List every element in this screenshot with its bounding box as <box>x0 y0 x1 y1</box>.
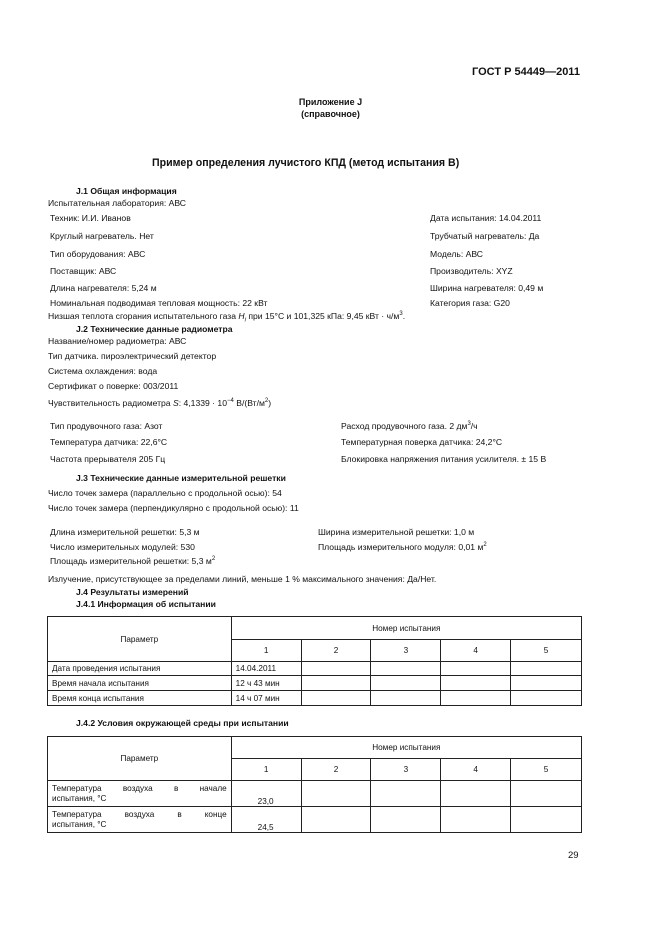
table-row <box>48 781 582 807</box>
j2-line-3: Сертификат о поверке: 003/2011 <box>48 381 179 391</box>
test-number: 5 <box>511 640 582 662</box>
test-number: 5 <box>511 759 582 781</box>
j2-line-2: Система охлаждения: вода <box>48 366 158 376</box>
section-j1-heading: J.1 Общая информация <box>76 186 177 196</box>
appendix-subtitle: (справочное) <box>301 109 360 119</box>
j2-line-1: Тип датчика. пироэлектрический детектор <box>48 351 217 361</box>
j3-line-0: Число точек замера (параллельно с продольной осью): 54 <box>48 488 282 498</box>
j1-left-4: Длина нагревателя: 5,24 м <box>50 283 157 293</box>
lab-line: Испытательная лаборатория: АВС <box>48 198 187 208</box>
test-number: 2 <box>301 640 371 662</box>
test-number: 2 <box>301 759 371 781</box>
j3-left-0: Длина измерительной решетки: 5,3 м <box>50 527 200 537</box>
j1-right-0: Дата испытания: 14.04.2011 <box>430 213 542 223</box>
radiation-line: Излучение, присутствующее за пределами линий, меньше 1 % максимального значения: Да/Нет. <box>48 574 437 584</box>
param-line: испытания, °С <box>52 793 107 803</box>
test-number: 3 <box>371 640 441 662</box>
j1-right-3: Производитель: XYZ <box>430 266 513 276</box>
param-cell <box>48 807 232 833</box>
param-header: Параметр <box>48 617 232 662</box>
param-cell: Дата проведения испытания <box>48 662 232 676</box>
main-title: Пример определения лучистого КПД (метод испытания В) <box>152 157 460 169</box>
param-cell: Время конца испытания <box>48 691 232 706</box>
value-cell: 14.04.2011 <box>231 662 301 676</box>
j1-left-5: Номинальная подводимая тепловая мощность: 22 кВт <box>50 298 268 308</box>
j1-left-1: Круглый нагреватель. Нет <box>50 231 154 241</box>
section-j4-heading: J.4 Результаты измерений <box>76 587 189 597</box>
value-cell: 14 ч 07 мин <box>231 691 301 706</box>
section-j42-heading: J.4.2 Условия окружающей среды при испытании <box>76 718 289 728</box>
value-cell: 23,0 <box>231 781 301 807</box>
j2-line-0: Название/номер радиометра: АВС <box>48 336 187 346</box>
param-line: испытания, °С <box>52 819 107 829</box>
test-number: 4 <box>441 640 511 662</box>
j1-right-2: Модель: АВС <box>430 249 484 259</box>
j2-left-2: Частота прерывателя 205 Гц <box>50 454 166 464</box>
j1-right-1: Трубчатый нагреватель: Да <box>430 231 540 241</box>
j1-left-3: Поставщик: АВС <box>50 266 117 276</box>
test-number: 1 <box>231 640 301 662</box>
j1-right-5: Категория газа: G20 <box>430 298 510 308</box>
grid-area: Площадь измерительной решетки: 5,3 $м^2$ <box>50 556 216 566</box>
j1-left-2: Тип оборудования: АВС <box>50 249 146 259</box>
table-row <box>48 676 582 691</box>
heat-value-line: Низшая теплота сгорания испытательного газа $H_i$ при 15°С и 101,325 кПа: 9,45 кВт · $ч/м^3$. <box>48 311 406 324</box>
test-info-table <box>47 616 582 706</box>
test-number-header: Номер испытания <box>231 737 581 759</box>
param-line: Температура воздуха в конце <box>52 809 227 819</box>
j2-right-1: Температурная поверка датчика: 24,2°С <box>341 437 503 447</box>
test-number: 1 <box>231 759 301 781</box>
j1-left-0: Техник: И.И. Иванов <box>50 213 131 223</box>
table-row <box>48 807 582 833</box>
param-header: Параметр <box>48 737 232 781</box>
module-area: Площадь измерительного модуля: 0,01 $м^2$ <box>318 542 487 552</box>
appendix-title: Приложение J <box>298 97 363 107</box>
sensitivity-line: Чувствительность радиометра S: $4,1339 \cdot 10^{-4}$ $В/(Вт/м^2)$ <box>48 398 272 408</box>
param-cell <box>48 781 232 807</box>
standard-number: ГОСТ Р 54449—2011 <box>472 66 580 78</box>
j2-left-1: Температура датчика: 22,6°С <box>50 437 168 447</box>
table-row <box>48 691 582 706</box>
j3-left-1: Число измерительных модулей: 530 <box>50 542 195 552</box>
param-line: Температура воздуха в начале <box>52 783 227 793</box>
page-number: 29 <box>568 850 579 861</box>
test-number: 4 <box>441 759 511 781</box>
environment-table <box>47 736 582 833</box>
j2-right-2: Блокировка напряжения питания усилителя. ± 15 В <box>341 454 547 464</box>
table-row <box>48 662 582 676</box>
section-j2-heading: J.2 Технические данные радиометра <box>76 324 233 334</box>
j1-right-4: Ширина нагревателя: 0,49 м <box>430 283 544 293</box>
section-j41-heading: J.4.1 Информация об испытании <box>76 599 216 609</box>
value-cell: 12 ч 43 мин <box>231 676 301 691</box>
test-number: 3 <box>371 759 441 781</box>
j2-left-0: Тип продувочного газа: Азот <box>50 421 163 431</box>
test-number-header: Номер испытания <box>231 617 581 640</box>
purge-flow: Расход продувочного газа. 2 $дм^3/ч$ <box>341 421 478 431</box>
j3-line-1: Число точек замера (перпендикулярно с продольной осью): 11 <box>48 503 299 513</box>
param-cell: Время начала испытания <box>48 676 232 691</box>
section-j3-heading: J.3 Технические данные измерительной решетки <box>76 473 286 483</box>
value-cell: 24,5 <box>231 807 301 833</box>
j3-right-0: Ширина измерительной решетки: 1,0 м <box>318 527 475 537</box>
